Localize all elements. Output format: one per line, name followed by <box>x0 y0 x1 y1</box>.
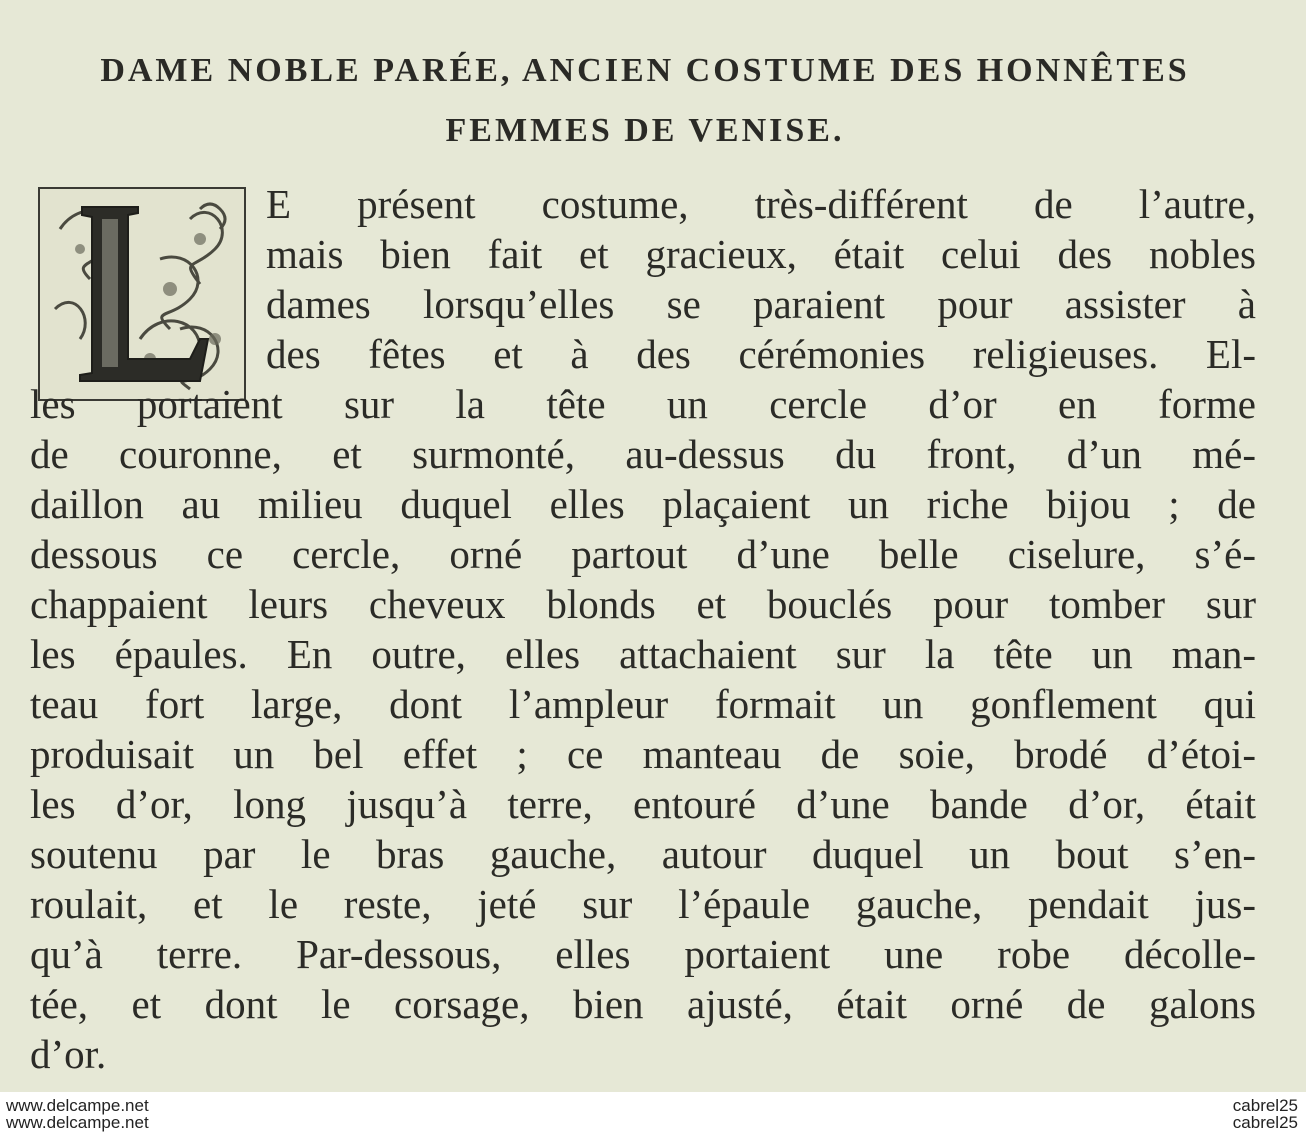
body-line-16: qu’à terre. Par-dessous, elles portaient une robe décolle- <box>30 931 1256 977</box>
page-title-line-1: DAME NOBLE PARÉE, ANCIEN COSTUME DES HONNÊTES <box>100 52 1190 89</box>
watermark-site-1: www.delcampe.net <box>6 1096 149 1115</box>
watermark-site-2: www.delcampe.net <box>6 1113 149 1132</box>
body-line-8: dessous ce cercle, orné partout d’une belle ciselure, s’é- <box>30 531 1256 577</box>
body-line-7: daillon au milieu duquel elles plaçaient un riche bijou ; de <box>30 481 1256 527</box>
body-line-2: mais bien fait et gracieux, était celui des nobles <box>266 231 1256 277</box>
body-line-13: les d’or, long jusqu’à terre, entouré d’une bande d’or, était <box>30 781 1256 827</box>
body-line-5: les portaient sur la tête un cercle d’or en forme <box>30 381 1256 427</box>
page-title-line-2: FEMMES DE VENISE. <box>445 112 845 149</box>
body-line-6: de couronne, et surmonté, au-dessus du front, d’un mé- <box>30 431 1256 477</box>
body-line-15: roulait, et le reste, jeté sur l’épaule gauche, pendait jus- <box>30 881 1256 927</box>
body-line-11: teau fort large, dont l’ampleur formait un gonflement qui <box>30 681 1256 727</box>
body-line-1: E présent costume, très-différent de l’autre, <box>266 181 1256 227</box>
drop-cap-ornament-icon <box>38 187 246 401</box>
body-line-10: les épaules. En outre, elles attachaient sur la tête un man- <box>30 631 1256 677</box>
body-line-18: d’or. <box>30 1031 107 1077</box>
body-line-3: dames lorsqu’elles se paraient pour assister à <box>266 281 1256 327</box>
watermark-seller-1: cabrel25 <box>1232 1096 1298 1115</box>
body-line-12: produisait un bel effet ; ce manteau de soie, brodé d’étoi- <box>30 731 1256 777</box>
body-line-4: des fêtes et à des cérémonies religieuses. El- <box>266 331 1256 377</box>
body-line-9: chappaient leurs cheveux blonds et bouclés pour tomber sur <box>30 581 1256 627</box>
watermark-footer <box>0 1096 1306 1132</box>
body-line-17: tée, et dont le corsage, bien ajusté, était orné de galons <box>30 981 1256 1027</box>
body-line-14: soutenu par le bras gauche, autour duquel un bout s’en- <box>30 831 1256 877</box>
watermark-seller-2: cabrel25 <box>1232 1113 1298 1132</box>
